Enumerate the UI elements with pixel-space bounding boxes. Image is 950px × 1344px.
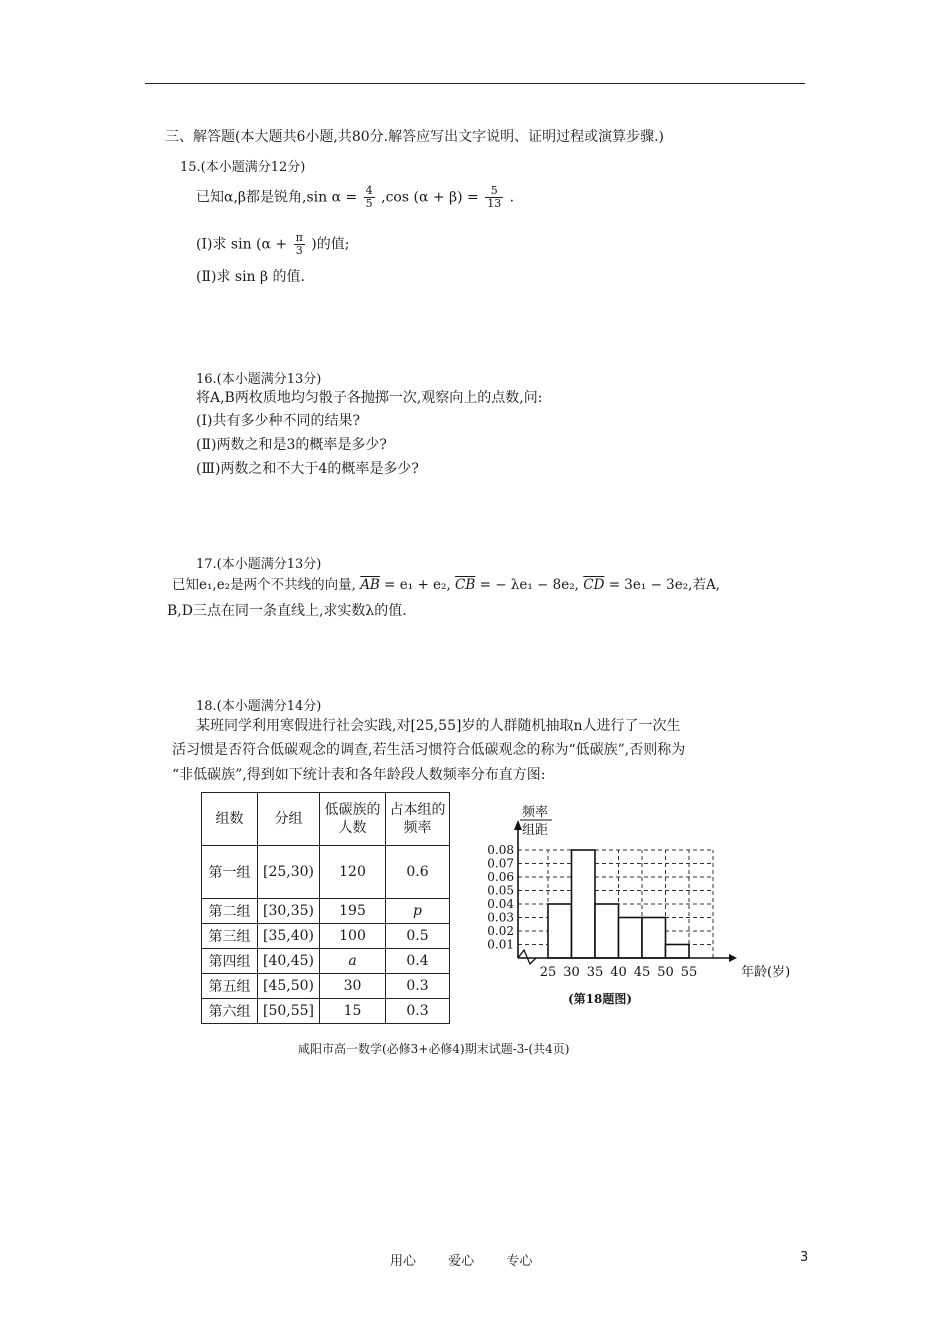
x-tick-label: 40 [610,965,627,980]
table-row [202,999,450,1024]
page-footer-slogan [390,1250,560,1269]
q17-text-d: = 3e₁ − 3e₂,若A, [608,577,720,593]
y-tick-label: 0.04 [487,897,514,911]
table-row [202,846,450,899]
y-tick-label: 0.06 [487,870,514,884]
header-rule [145,83,805,84]
q18-heading: 18.(本小题满分14分) [196,699,322,714]
frequency-histogram [470,800,791,985]
table-row [202,974,450,999]
table-cell: a [320,949,386,974]
y-tick-label: 0.08 [487,843,514,857]
q17-line2: B,D三点在同一条直线上,求实数λ的值. [167,603,407,619]
exam-footer: 咸阳市高一数学(必修3+必修4)期末试题-3-(共4页) [298,1042,570,1056]
q15-frac-cos [485,185,503,210]
y-axis-arrow [514,820,522,830]
histogram-bar [666,945,690,959]
frac-denominator: 13 [487,197,502,210]
q18-line2: 活习惯是否符合低碳观念的调查,若生活习惯符合低碳观念的称为“低碳族”,否则称为 [172,742,686,758]
q16-part3: (Ⅲ)两数之和不大于4的概率是多少? [196,461,419,477]
q15-part1-text-a: (Ⅰ)求 sin (α + [196,236,288,253]
vector-cb: $\overline{CB}$ [455,577,476,593]
table-cell: 第三组 [202,924,258,949]
table-cell: 第一组 [202,846,258,899]
y-tick-label: 0.05 [487,883,514,898]
q15-part1-text-b: )的值; [311,236,350,253]
q17-heading: 17.(本小题满分13分) [196,557,322,572]
q15-frac-pi-3 [294,232,305,257]
table-header-cell: 组数 [202,793,258,846]
table-cell: 0.6 [386,846,450,899]
table-cell: 0.3 [386,974,450,999]
frac-numerator: 4 [365,184,373,197]
table-header-cell: 占本组的频率 [386,793,450,846]
table-cell: [30,35) [258,899,320,924]
table-cell: 30 [320,974,386,999]
q15-part1 [196,232,349,257]
table-row [202,924,450,949]
frac-numerator: π [295,231,303,244]
q15-part2: (Ⅱ)求 sin β 的值. [196,269,306,285]
table-cell: 15 [320,999,386,1024]
slogan-word: 专心 [506,1254,533,1269]
y-tick-label: 0.07 [487,856,514,871]
frac-denominator: 3 [295,244,303,257]
q15-stem-text-a: 已知α,β都是锐角,sin α = [196,189,358,206]
y-tick-label: 0.02 [487,924,514,938]
table-cell: 0.3 [386,999,450,1024]
q16-part1: (Ⅰ)共有多少种不同的结果? [196,413,360,429]
vector-ab: $\overline{AB}$ [360,577,380,593]
q17-text-b: = e₁ + e₂, [384,577,451,593]
table-cell: [40,45) [258,949,320,974]
table-row [202,899,450,924]
q15-stem [196,185,514,210]
q15-heading: 15.(本小题满分12分) [180,160,306,175]
axis-break [518,950,536,964]
table-row [202,949,450,974]
x-tick-label: 50 [657,965,674,980]
table-cell: [45,50) [258,974,320,999]
q15-frac-sin [364,185,375,210]
histogram-bar [595,904,619,958]
table-cell: [25,30) [258,846,320,899]
frac-numerator: 5 [485,185,503,198]
q15-stem-text-c: . [509,189,515,206]
q15-stem-text-b: ,cos (α + β) = [381,189,479,206]
y-tick-label: 0.01 [487,937,514,952]
q16-stem: 将A,B两枚质地均匀骰子各抛掷一次,观察向上的点数,问: [196,390,543,406]
vector-cd: $\overline{CD}$ [583,577,605,593]
y-tick-label: 0.03 [487,910,514,925]
histogram-bar [572,850,596,958]
table-cell: 第二组 [202,899,258,924]
x-axis-label: 年龄(岁) [741,965,791,980]
table-cell: 100 [320,924,386,949]
histogram-bar [548,904,572,958]
q17-line1 [172,576,720,594]
q17-text-c: = − λe₁ − 8e₂, [479,577,579,593]
table-cell: 0.5 [386,924,450,949]
slogan-word: 爱心 [448,1254,475,1269]
chart-caption: (第18题图) [568,992,633,1006]
q16-part2: (Ⅱ)两数之和是3的概率是多少? [196,437,387,453]
q18-line1: 某班同学利用寒假进行社会实践,对[25,55]岁的人群随机抽取n人进行了一次生 [196,718,681,734]
x-tick-label: 55 [680,965,698,980]
q16-heading: 16.(本小题满分13分) [196,372,322,387]
histogram-bar [642,918,666,959]
frac-denominator: 5 [365,197,373,210]
table-cell: [35,40) [258,924,320,949]
table-cell: p [386,899,450,924]
table-header-cell: 低碳族的人数 [320,793,386,846]
x-tick-label: 45 [633,965,651,980]
stats-table [201,792,450,1024]
table-cell: 第四组 [202,949,258,974]
x-tick-label: 30 [563,965,580,980]
table-header-row [202,793,450,846]
x-axis-arrow [729,954,737,962]
q18-line3: “非低碳族”,得到如下统计表和各年龄段人数频率分布直方图: [172,767,546,783]
histogram-bar [619,918,643,959]
table-cell: [50,55] [258,999,320,1024]
slogan-word: 用心 [390,1254,417,1269]
y-axis-label-top: 频率 [522,805,549,820]
q17-text-a: 已知e₁,e₂是两个不共线的向量, [172,577,356,593]
page-number: 3 [800,1250,809,1265]
table-cell: 第五组 [202,974,258,999]
table-cell: 195 [320,899,386,924]
table-cell: 第六组 [202,999,258,1024]
x-tick-label: 35 [586,965,604,980]
section-title: 三、解答题(本大题共6小题,共80分.解答应写出文字说明、证明过程或演算步骤.) [165,129,664,145]
x-tick-label: 25 [539,965,557,980]
table-cell: 120 [320,846,386,899]
y-axis-label-bottom: 组距 [522,823,549,838]
table-header-cell: 分组 [258,793,320,846]
table-cell: 0.4 [386,949,450,974]
